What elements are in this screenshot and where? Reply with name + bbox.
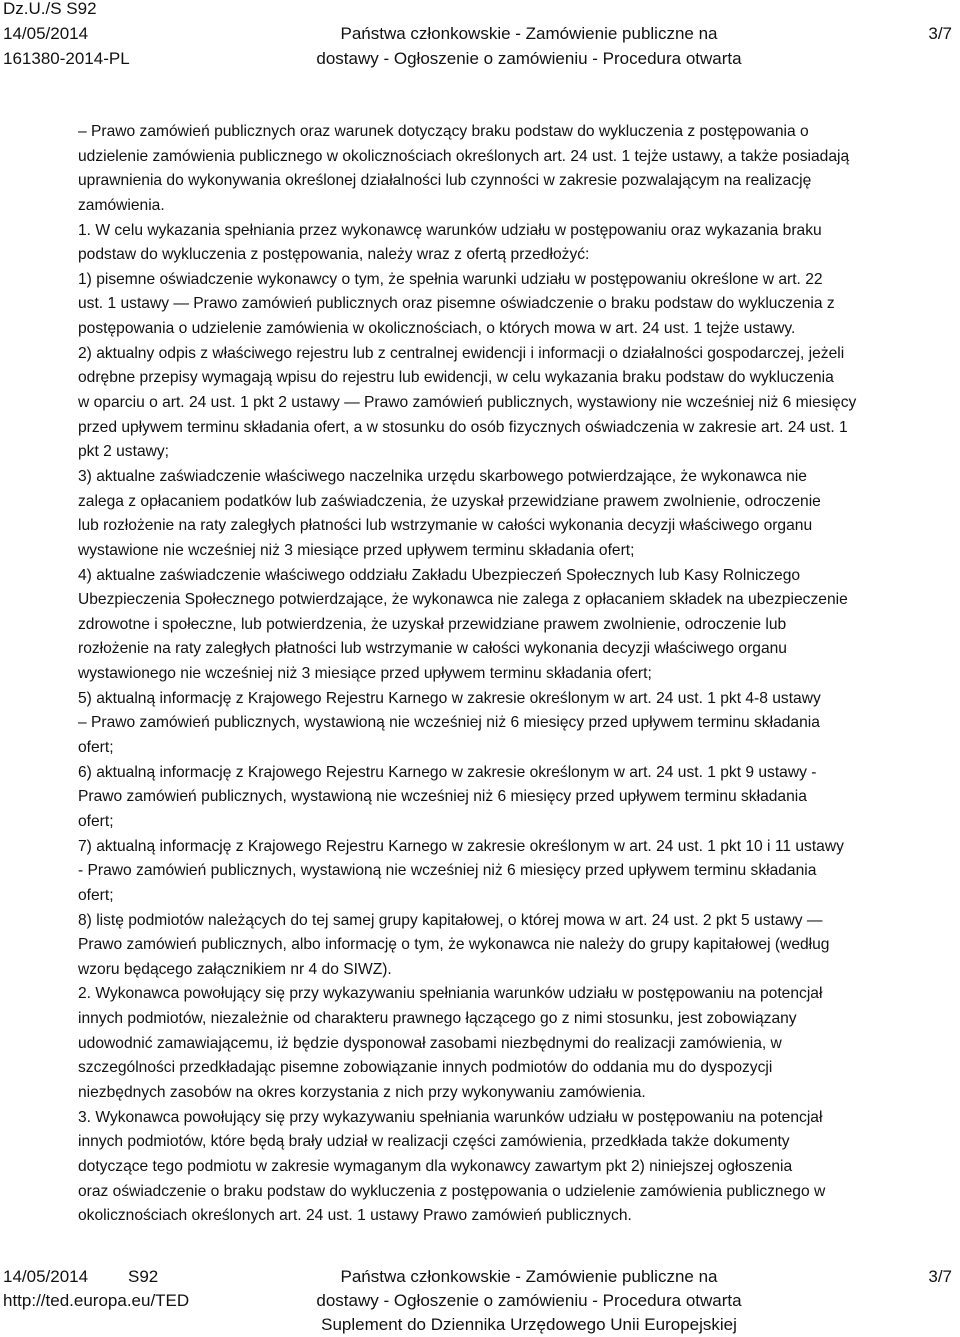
text-line: 2. Wykonawca powołujący się przy wykazywaniu spełniania warunków udziału w postępowaniu na potencjał bbox=[78, 985, 823, 1003]
footer-date: 14/05/2014 bbox=[3, 1267, 89, 1286]
text-line: 8) listę podmiotów należących do tej samej grupy kapitałowej, o której mowa w art. 24 ust. 2 pkt 5 ustawy — bbox=[78, 911, 823, 929]
text-line: – Prawo zamówień publicznych oraz warunek dotyczący braku podstaw do wykluczenia z postępowania o bbox=[78, 123, 809, 140]
header-page-number: 3/7 bbox=[928, 24, 952, 43]
text-line: 6) aktualną informację z Krajowego Rejestru Karnego w zakresie określonym w art. 24 ust. 1 pkt 9 ustawy - bbox=[78, 763, 817, 781]
footer-title-line-1: Państwa członkowskie - Zamówienie publiczne na bbox=[340, 1267, 718, 1286]
text-line: 7) aktualną informację z Krajowego Rejestru Karnego w zakresie określonym w art. 24 ust. 1 pkt 10 i 11 ustawy bbox=[78, 837, 844, 855]
text-line: ofert; bbox=[78, 812, 114, 830]
text-line: Prawo zamówień publicznych, albo informację o tym, że wykonawca nie należy do grupy kapitałowej (według bbox=[78, 936, 830, 954]
text-line: uprawnienia do wykonywania określonej działalności lub czynności w zakresie pozwalającym na realizację bbox=[78, 172, 812, 190]
text-line: podstaw do wykluczenia z postępowania, należy wraz z ofertą przedłożyć: bbox=[78, 246, 590, 264]
text-line: udowodnić zamawiającemu, iż będzie dysponował zasobami niezbędnymi do realizacji zamówienia, w bbox=[78, 1034, 782, 1052]
footer-title-line-2: dostawy - Ogłoszenie o zamówieniu - Procedura otwarta bbox=[316, 1291, 742, 1310]
document-body bbox=[78, 120, 938, 1229]
text-line: lub rozłożenie na raty zaległych płatności lub wstrzymanie w całości wykonania decyzji właściwego organu bbox=[78, 517, 813, 535]
header-title-line-2: dostawy - Ogłoszenie o zamówieniu - Procedura otwarta bbox=[316, 49, 742, 68]
text-line: dotyczące tego podmiotu w zakresie wymaganym dla wykonawcy zawartym pkt 2) niniejszej ogłoszenia bbox=[78, 1157, 793, 1175]
text-line: Ubezpieczenia Społecznego potwierdzające, że wykonawca nie zalega z opłacaniem składek na ubezpieczenie bbox=[78, 591, 848, 609]
text-line: wzoru będącego załącznikiem nr 4 do SIWZ). bbox=[78, 960, 392, 978]
text-line: ofert; bbox=[78, 739, 114, 757]
text-line: pkt 2 ustawy; bbox=[78, 443, 170, 461]
footer-page-number: 3/7 bbox=[928, 1267, 952, 1286]
text-line: 3) aktualne zaświadczenie właściwego naczelnika urzędu skarbowego potwierdzające, że wykonawca nie bbox=[78, 467, 807, 485]
text-line: – Prawo zamówień publicznych, wystawioną nie wcześniej niż 6 miesięcy przed upływem terminu składania bbox=[78, 714, 820, 732]
text-line: Prawo zamówień publicznych, wystawioną nie wcześniej niż 6 miesięcy przed upływem terminu składania bbox=[78, 788, 807, 806]
text-line: wystawione nie wcześniej niż 3 miesiące przed upływem terminu składania ofert; bbox=[78, 541, 635, 559]
text-line: ust. 1 ustawy — Prawo zamówień publicznych oraz pisemne oświadczenie o braku podstaw do wykluczenia z bbox=[78, 295, 835, 313]
text-line: 3. Wykonawca powołujący się przy wykazywaniu spełniania warunków udziału w postępowaniu na potencjał bbox=[78, 1108, 823, 1126]
text-line: ofert; bbox=[78, 886, 114, 904]
text-line: niezbędnych zasobów na okres korzystania z nich przy wykonywaniu zamówienia. bbox=[78, 1083, 646, 1101]
text-line: odrębne przepisy wymagają wpisu do rejestru lub ewidencji, w celu wykazania braku podstaw do wykluczenia bbox=[78, 369, 834, 387]
text-line: 4) aktualne zaświadczenie właściwego oddziału Zakładu Ubezpieczeń Społecznych lub Kasy Rolniczego bbox=[78, 566, 801, 584]
header-date: 14/05/2014 bbox=[3, 24, 89, 43]
text-line: przed upływem terminu składania ofert, a w stosunku do osób fizycznych oświadczenia w zakresie art. 24 ust. 1 bbox=[78, 418, 848, 436]
text-line: szczególności przedkładając pisemne zobowiązanie innych podmiotów do oddania mu do dyspozycji bbox=[78, 1059, 773, 1077]
text-line: 2) aktualny odpis z właściwego rejestru lub z centralnej ewidencji i informacji o działalności gospodarczej, jeżeli bbox=[78, 344, 845, 362]
text-line: postępowania o udzielenie zamówienia w okolicznościach, o których mowa w art. 24 ust. 1 tejże ustawy. bbox=[78, 320, 796, 338]
text-line: zdrowotne i społeczne, lub potwierdzenia, że uzyskał przewidziane prawem zwolnienie, odroczenie lub bbox=[78, 615, 787, 633]
text-line: udzielenie zamówienia publicznego w okolicznościach określonych art. 24 ust. 1 tejże ustawy, a także posiadają bbox=[78, 147, 850, 165]
footer-url: http://ted.europa.eu/TED bbox=[3, 1291, 190, 1310]
footer-series: S92 bbox=[128, 1267, 159, 1286]
notice-number: 161380-2014-PL bbox=[3, 49, 130, 68]
text-line: zamówienia. bbox=[78, 196, 165, 214]
text-line: wystawionego nie wcześniej niż 3 miesiące przed upływem terminu składania ofert; bbox=[78, 665, 652, 683]
footer-supplement: Suplement do Dziennika Urzędowego Unii Europejskiej bbox=[321, 1315, 737, 1334]
text-line: oraz oświadczenie o braku podstaw do wykluczenia z postępowania o udzielenie zamówienia publicznego w bbox=[78, 1182, 826, 1200]
text-line: okolicznościach określonych art. 24 ust. 1 ustawy Prawo zamówień publicznych. bbox=[78, 1207, 632, 1225]
header-title-line-1: Państwa członkowskie - Zamówienie publiczne na bbox=[340, 24, 718, 43]
text-line: zalega z opłacaniem podatków lub zaświadczenia, że uzyskał przewidziane prawem zwolnienie, odroczenie bbox=[78, 492, 821, 510]
text-line: rozłożenie na raty zaległych płatności lub wstrzymanie w całości wykonania decyzji właściwego organu bbox=[78, 640, 787, 658]
text-line: 5) aktualną informację z Krajowego Rejestru Karnego w zakresie określonym w art. 24 ust. 1 pkt 4-8 ustawy bbox=[78, 689, 821, 707]
text-line: innych podmiotów, które będą brały udział w realizacji części zamówienia, przedkłada także dokumenty bbox=[78, 1133, 790, 1151]
text-line: 1. W celu wykazania spełniania przez wykonawcę warunków udziału w postępowaniu oraz wykazania braku bbox=[78, 221, 822, 239]
text-line: innych podmiotów, niezależnie od charakteru prawnego łączącego go z nimi stosunku, jest zobowiązany bbox=[78, 1010, 797, 1028]
journal-reference: Dz.U./S S92 bbox=[3, 0, 97, 18]
text-line: 1) pisemne oświadczenie wykonawcy o tym, że spełnia warunki udziału w postępowaniu określone w art. 22 bbox=[78, 270, 823, 288]
text-line: w oparciu o art. 24 ust. 1 pkt 2 ustawy — Prawo zamówień publicznych, wystawiony nie wcześniej niż 6 miesięcy bbox=[78, 394, 857, 412]
text-line: - Prawo zamówień publicznych, wystawioną nie wcześniej niż 6 miesięcy przed upływem terminu składania bbox=[78, 862, 817, 880]
